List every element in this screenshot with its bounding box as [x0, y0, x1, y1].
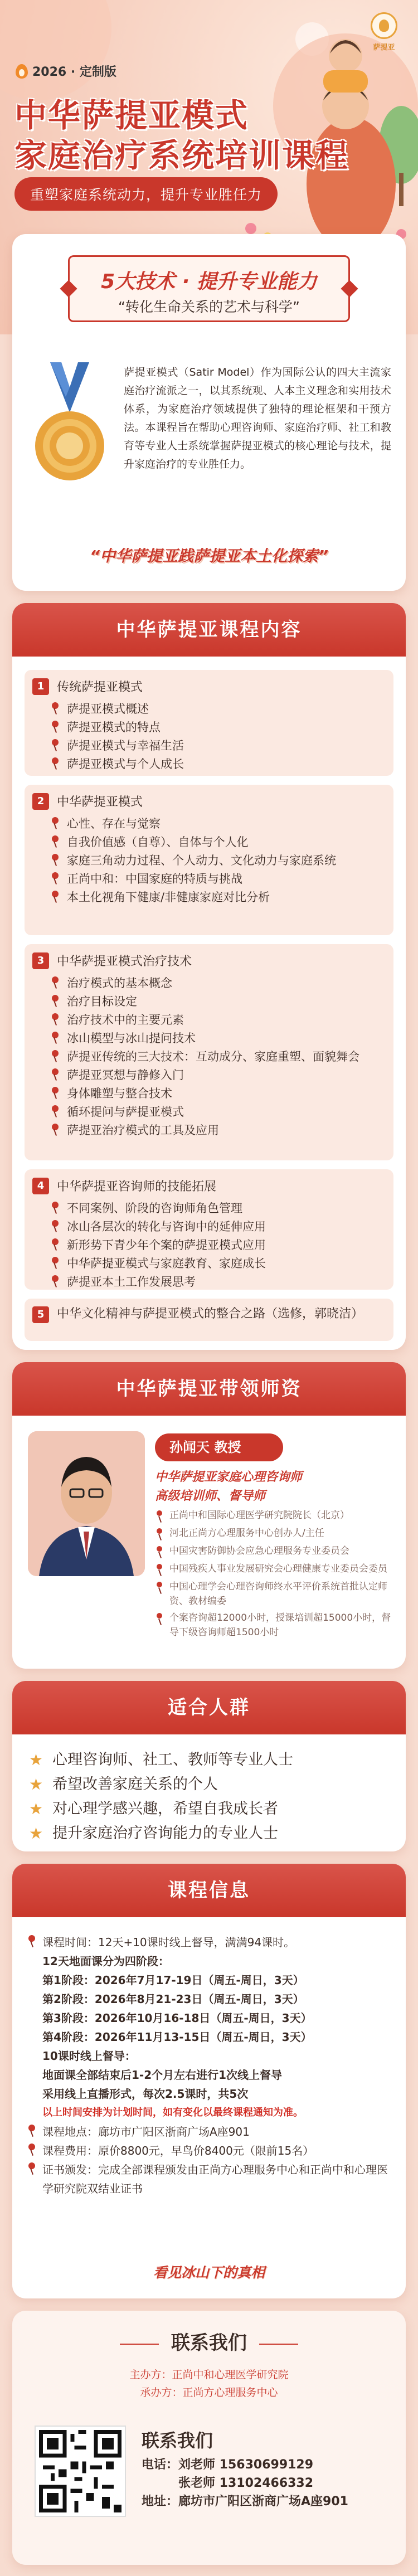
pin-icon — [155, 1564, 165, 1577]
teacher-heading: 中华萨提亚带领师资 — [12, 1362, 406, 1416]
course-module — [25, 785, 393, 935]
module-item: 身体雕塑与整合技术 — [50, 1085, 383, 1103]
module-item: 萨提亚模式概述 — [50, 700, 383, 718]
module-title — [32, 1177, 216, 1194]
pin-icon — [50, 1220, 60, 1233]
course-info-heading: 课程信息 — [12, 1864, 406, 1917]
pin-icon — [50, 1068, 60, 1082]
brand-logo — [364, 12, 404, 52]
pin-icon — [50, 1238, 60, 1252]
teacher-photo — [28, 1431, 145, 1576]
module-item: 心性、存在与觉察 — [50, 815, 383, 833]
contact-heading: 联系我们 — [12, 2327, 406, 2355]
pin-icon — [27, 2125, 37, 2138]
module-item: 新形势下青少年个案的萨提亚模式应用 — [50, 1236, 383, 1255]
contact-block-title: 联系我们 — [142, 2430, 213, 2451]
teacher-name: 孙闻天 教授 — [155, 1433, 283, 1461]
pin-icon — [155, 1582, 165, 1595]
pin-icon — [50, 1087, 60, 1100]
star-icon: ★ — [29, 1800, 43, 1818]
module-title-text: 传统萨提亚模式 — [57, 681, 143, 694]
module-item: 萨提亚模式与个人成长 — [50, 755, 383, 774]
brand-name: 萨提亚 — [373, 43, 395, 52]
pin-icon — [155, 1546, 165, 1559]
module-title-text: 中华萨提亚模式治疗技术 — [57, 955, 192, 969]
offline-stages-head: 12天地面课分为四阶段： — [42, 1955, 169, 1968]
pin-icon — [50, 721, 60, 734]
audience-item: ★ 对心理学感兴趣，希望自我成长者 — [29, 1800, 278, 1818]
pin-icon — [50, 1275, 60, 1289]
module-item: 萨提亚传统的三大技术：互动成分、家庭重塑、面貌舞会 — [50, 1048, 383, 1066]
pin-icon — [50, 891, 60, 904]
module-number-badge: 2 — [32, 793, 49, 810]
pin-icon — [155, 1613, 165, 1626]
edition-label — [16, 62, 116, 80]
module-item: 中华萨提亚模式与家庭教育、家庭成长 — [50, 1255, 383, 1273]
module-title-text: 中华萨提亚咨询师的技能拓展 — [57, 1180, 217, 1194]
pin-icon — [155, 1510, 165, 1524]
pin-icon — [50, 1050, 60, 1063]
pin-icon — [50, 1202, 60, 1215]
subtitle-pill: 重塑家庭系统动力，提升专业胜任力 — [14, 177, 278, 211]
credential-item: 河北正尚方心理服务中心创办人/主任 — [155, 1526, 395, 1542]
pin-icon — [50, 817, 60, 830]
slogan-text: “中华萨提亚践萨提亚本土化探索” — [89, 547, 329, 565]
main-title-line1: 中华萨提亚模式 — [14, 96, 249, 134]
pin-icon — [50, 702, 60, 716]
audience-heading: 适合人群 — [12, 1681, 406, 1734]
module-item: 正尚中和：中国家庭的特质与挑战 — [50, 870, 383, 888]
flame-icon — [16, 64, 28, 79]
stage-item: 第2阶段：2026年8月21-23日（周五-周日，3天） — [42, 1992, 304, 2006]
module-item: 治疗目标设定 — [50, 993, 383, 1011]
module-item: 萨提亚模式的特点 — [50, 718, 383, 737]
schedule-notice: 以上时间安排为计划时间，如有变化以最终课程通知为准。 — [42, 2107, 303, 2118]
module-item: 萨提亚治疗模式的工具及应用 — [50, 1121, 383, 1140]
audience-item: ★ 希望改善家庭关系的个人 — [29, 1775, 218, 1794]
module-title-text: 中华文化精神与萨提亚模式的整合之路（选修，郭晓洁） — [57, 1307, 364, 1321]
qr-code — [36, 2427, 125, 2516]
course-info-list — [27, 1933, 395, 2198]
course-info-section — [12, 1864, 406, 2298]
module-item-list — [50, 700, 383, 774]
organizer-line: 承办方：正尚方心理服务中心 — [140, 2387, 278, 2399]
info-time-row: 课程时间：12天+10课时线上督导，满满94课时。 — [27, 1933, 395, 1952]
contact-section — [12, 2311, 406, 2565]
module-item: 本土化视角下健康/非健康家庭对比分析 — [50, 888, 383, 907]
credential-item: 中国心理学会心理咨询师终水平评价系统首批认定师资、教材编委 — [155, 1579, 395, 1608]
module-item-list — [50, 1199, 383, 1291]
phone-zhang[interactable]: 张老师 13102466332 — [178, 2476, 314, 2490]
pin-icon — [27, 1935, 37, 1948]
credential-item: 中国灾害防御协会应急心理服务专业委员会 — [155, 1544, 395, 1559]
teacher-section — [12, 1362, 406, 1669]
teacher-tagline — [155, 1468, 302, 1506]
edition-text: 2026 · 定制版 — [32, 65, 116, 79]
module-item: 循环提问与萨提亚模式 — [50, 1103, 383, 1121]
pin-icon — [50, 835, 60, 849]
banner-sub-text: “转化生命关系的艺术与科学” — [118, 299, 300, 315]
module-item: 不同案例、阶段的咨询师角色管理 — [50, 1199, 383, 1218]
online-desc: 采用线上直播形式，每次2.5课时，共5次 — [42, 2087, 249, 2101]
module-number-badge: 1 — [32, 678, 49, 695]
pin-icon — [50, 1124, 60, 1137]
course-content-heading: 中华萨提亚课程内容 — [12, 603, 406, 657]
module-item: 萨提亚本土工作发展思考 — [50, 1273, 383, 1291]
pin-icon — [50, 1032, 60, 1045]
phone-liu[interactable]: 电话：刘老师 15630699129 — [142, 2458, 314, 2472]
stage-item: 第4阶段：2026年11月13-15日（周五-周日，3天） — [42, 2030, 312, 2044]
module-item: 冰山模型与冰山提问技术 — [50, 1029, 383, 1048]
info-location-row: 课程地点：廊坊市广阳区浙商广场A座901 — [27, 2122, 395, 2141]
contact-details — [142, 2427, 348, 2511]
medal-icon — [28, 362, 111, 496]
pin-icon — [50, 1013, 60, 1027]
online-head: 10课时线上督导： — [42, 2049, 136, 2063]
module-item: 治疗技术中的主要元素 — [50, 1011, 383, 1029]
module-item: 治疗模式的基本概念 — [50, 974, 383, 993]
module-number-badge: 4 — [32, 1178, 49, 1194]
stage-item: 第1阶段：2026年7月17-19日（周五-周日，3天） — [42, 1974, 304, 1987]
star-icon: ★ — [29, 1824, 43, 1843]
pin-icon — [50, 976, 60, 990]
teacher-tagline-line1: 中华萨提亚家庭心理咨询师 — [155, 1470, 303, 1484]
pin-icon — [50, 854, 60, 867]
audience-list — [29, 1748, 386, 1846]
pin-icon — [155, 1528, 165, 1542]
info-cert-row: 证书颁发：完成全部课程颁发由正尚方心理服务中心和正尚中和心理医学研究院双结业证书 — [27, 2160, 395, 2198]
credential-item: 中国残疾人事业发展研究会心理健康专业委员会委员 — [155, 1562, 395, 1577]
module-title — [32, 793, 143, 810]
teacher-credentials — [155, 1508, 395, 1642]
tagline-footer: 看见冰山下的真相 — [153, 2264, 265, 2281]
star-icon: ★ — [29, 1775, 43, 1794]
module-title-text: 中华萨提亚模式 — [57, 795, 143, 809]
intro-paragraph: 萨提亚模式（Satir Model）作为国际公认的四大主流家庭治疗流派之一，以其系统观、人本主义理念和实用技术体系，为家庭治疗领域提供了独特的理论框架和干预方法。本课程旨在帮助心理咨询师、家庭治疗师、社工和教育等专业人士系统掌握萨提亚模式的核心理论与技术，提升家庭治疗的专业胜任力。 — [124, 366, 391, 470]
audience-item: ★ 心理咨询师、社工、教师等专业人士 — [29, 1751, 293, 1769]
pin-icon — [50, 1257, 60, 1270]
pin-icon — [50, 1105, 60, 1119]
pin-icon — [50, 995, 60, 1008]
course-module — [25, 944, 393, 1160]
main-title-line2: 家庭治疗系统培训课程 — [14, 137, 349, 174]
pin-icon — [27, 2162, 37, 2176]
online-desc: 地面课全部结束后1-2个月左右进行1次线上督导 — [42, 2068, 283, 2082]
banner-main-text: 5大技术 · 提升专业能力 — [101, 270, 317, 293]
address: 地址：廊坊市广阳区浙商广场A座901 — [142, 2495, 348, 2509]
stage-item: 第3阶段：2026年10月16-18日（周五-周日，3天） — [42, 2011, 312, 2025]
course-content-section — [12, 603, 406, 1350]
credential-item: 正尚中和国际心理医学研究院院长（北京） — [155, 1508, 395, 1524]
module-item: 冰山各层次的转化与咨询中的延伸应用 — [50, 1218, 383, 1236]
module-item: 自我价值感（自尊）、自体与个人化 — [50, 833, 383, 852]
module-item: 萨提亚冥想与静修入门 — [50, 1066, 383, 1085]
pin-icon — [27, 2144, 37, 2157]
course-module — [25, 1169, 393, 1290]
credential-item: 个案咨询超12000小时，授课培训超15000小时，督导下级咨询师超1500小时 — [155, 1611, 395, 1640]
info-fee-row: 课程费用：原价8800元，早鸟价8400元（限前15名） — [27, 2141, 395, 2160]
module-item: 家庭三角动力过程、个人动力、文化动力与家庭系统 — [50, 852, 383, 870]
audience-section — [12, 1681, 406, 1851]
pin-icon — [50, 872, 60, 886]
module-title — [32, 952, 192, 969]
module-item-list — [50, 815, 383, 907]
intro-card — [12, 234, 406, 591]
module-title — [32, 678, 143, 695]
teacher-tagline-line2: 高级培训师、督导师 — [155, 1489, 266, 1503]
module-title — [32, 1306, 383, 1323]
module-item-list — [50, 974, 383, 1140]
pin-icon — [50, 757, 60, 771]
brand-emblem-icon — [371, 12, 397, 39]
star-icon: ★ — [29, 1751, 43, 1769]
course-module — [25, 1299, 393, 1341]
module-number-badge: 3 — [32, 952, 49, 969]
course-module — [25, 670, 393, 776]
module-item: 萨提亚模式与幸福生活 — [50, 737, 383, 755]
audience-item: ★ 提升家庭治疗咨询能力的专业人士 — [29, 1824, 278, 1843]
highlight-banner — [68, 255, 350, 322]
pin-icon — [50, 739, 60, 752]
module-number-badge: 5 — [32, 1306, 49, 1323]
host-line: 主办方：正尚中和心理医学研究院 — [129, 2369, 289, 2381]
